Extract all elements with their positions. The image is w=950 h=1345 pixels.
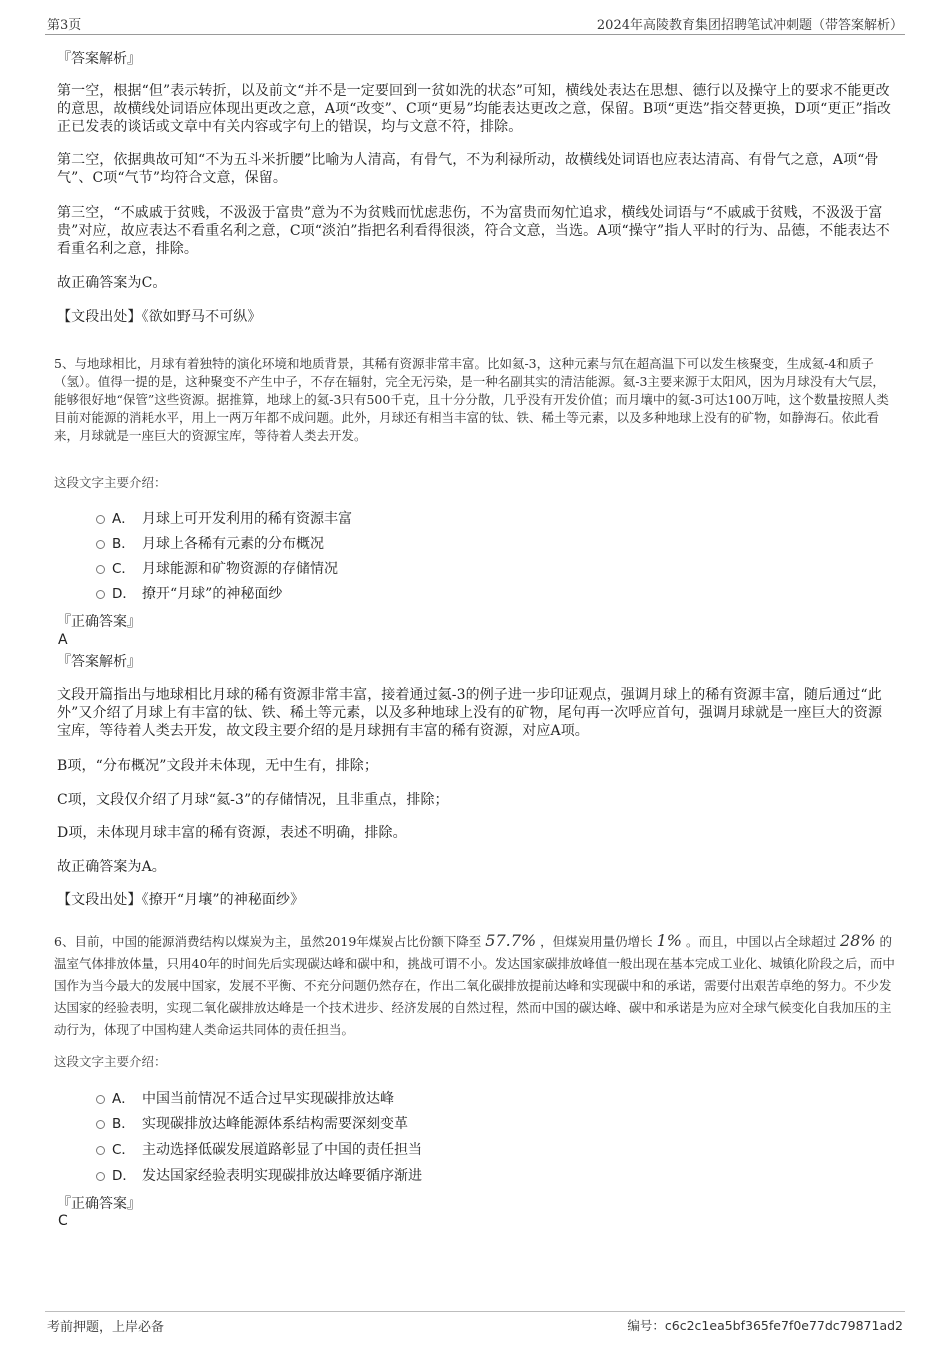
q5-intro: 这段文字主要介绍： bbox=[54, 475, 167, 490]
q5-answer-label: 『正确答案』 bbox=[57, 614, 141, 630]
radio-icon[interactable] bbox=[96, 565, 105, 574]
q4-analysis-para-2: 第二空，依据典故可知“不为五斗米折腰”比喻为人清高，有骨气，不为利禄所动，故横线处词语也应表达清高、有骨气之意，A项“骨气”、C项“气节”均符合文意，保留。 bbox=[57, 152, 879, 186]
q5-analysis-para-2: B项，“分布概况”文段并未体现，无中生有，排除； bbox=[57, 758, 379, 774]
q6-answer: C bbox=[58, 1213, 68, 1229]
q5-option-c[interactable]: C． 月球能源和矿物资源的存储情况 bbox=[96, 560, 338, 578]
q6-option-a[interactable]: A． 中国当前情况不适合过早实现碳排放达峰 bbox=[96, 1090, 394, 1108]
radio-icon[interactable] bbox=[96, 1120, 105, 1129]
q5-option-a[interactable]: A． 月球上可开发利用的稀有资源丰富 bbox=[96, 510, 352, 528]
radio-icon[interactable] bbox=[96, 1172, 105, 1181]
q4-analysis-para-3: 第三空，“不戚戚于贫贱，不汲汲于富贵”意为不为贫贱而忧虑悲伤，不为富贵而匆忙追求，横线处词语与“不戚戚于贫贱，不汲汲于富贵”对应，故应表达不看重名利之意，C项“淡泊”指把名利看得很淡，符合文意，当选。A项“操守”指人平时的行为、品德，不能表达不看重名利之意，排除。 bbox=[57, 205, 890, 257]
q6-option-d[interactable]: D． 发达国家经验表明实现碳排放达峰要循序渐进 bbox=[96, 1167, 422, 1185]
q5-analysis-label: 『答案解析』 bbox=[57, 654, 141, 670]
document-title: 2024年高陵教育集团招聘笔试冲刺题（带答案解析） bbox=[596, 18, 903, 33]
q6-option-b[interactable]: B． 实现碳排放达峰能源体系结构需要深刻变革 bbox=[96, 1115, 408, 1133]
q5-conclusion: 故正确答案为A。 bbox=[57, 859, 166, 875]
radio-icon[interactable] bbox=[96, 515, 105, 524]
radio-icon[interactable] bbox=[96, 1146, 105, 1155]
q5-answer: A bbox=[58, 632, 68, 648]
document-code: 编号：c6c2c1ea5bf365fe7f0e77dc79871ad2 bbox=[627, 1318, 903, 1333]
page-header bbox=[45, 14, 905, 35]
q5-source: 【文段出处】《撩开“月壤”的神秘面纱》 bbox=[57, 892, 305, 908]
radio-icon[interactable] bbox=[96, 540, 105, 549]
q4-source: 【文段出处】《欲如野马不可纵》 bbox=[57, 309, 262, 325]
q6-option-c[interactable]: C． 主动选择低碳发展道路彰显了中国的责任担当 bbox=[96, 1141, 422, 1159]
q5-analysis-para-4: D项，未体现月球丰富的稀有资源，表述不明确，排除。 bbox=[57, 825, 407, 841]
q5-analysis-para-1: 文段开篇指出与地球相比月球的稀有资源非常丰富，接着通过氦-3的例子进一步印证观点，强调月球上的稀有资源丰富，随后通过“此外”又介绍了月球上有丰富的钛、铁、稀土等元素，以及多种地球上没有的矿物，尾句再一次呼应首句，强调月球就是一座巨大的资源宝库，等待着人类去开发，故文段主要介绍的是月球拥有丰富的稀有资源，对应A项。 bbox=[57, 687, 883, 739]
q5-option-b[interactable]: B． 月球上各稀有元素的分布概况 bbox=[96, 535, 324, 553]
q6-math-percent-1: 57.7% bbox=[485, 931, 537, 950]
q5-stem: 5、与地球相比，月球有着独特的演化环境和地质背景，其稀有资源非常丰富。比如氦-3，这种元素与氘在超高温下可以发生核聚变，生成氦-4和质子（氢）。值得一提的是，这种聚变不产生中子，不存在辐射，完全无污染，是一种名副其实的清洁能源。氦-3主要来源于太阳风，因为月球没有大气层，能够很好地“保管”这些资源。据推算，地球上的氦-3只有500千克，且十分分散，几乎没有开发价值；而月壤中的氦-3可达100万吨，这个数量按照人类目前对能源的消耗水平，用上一两万年都不成问题。此外，月球还有相当丰富的钛、铁、稀土等元素，以及多种地球上没有的矿物，如静海石。依此看来，月球就是一座巨大的资源宝库，等待着人类去开发。 bbox=[54, 356, 889, 443]
radio-icon[interactable] bbox=[96, 590, 105, 599]
radio-icon[interactable] bbox=[96, 1095, 105, 1104]
page-number: 第3页 bbox=[47, 18, 82, 33]
q6-intro: 这段文字主要介绍： bbox=[54, 1054, 167, 1069]
footer-slogan: 考前押题，上岸必备 bbox=[47, 1320, 165, 1335]
q5-analysis-para-3: C项，文段仅介绍了月球“氦-3”的存储情况，且非重点，排除； bbox=[57, 792, 449, 808]
page-footer bbox=[45, 1311, 905, 1334]
q5-option-d[interactable]: D． 撩开“月球”的神秘面纱 bbox=[96, 585, 282, 603]
q4-conclusion: 故正确答案为C。 bbox=[57, 275, 167, 291]
q6-math-percent-2: 1% bbox=[656, 931, 682, 950]
q4-analysis-label: 『答案解析』 bbox=[57, 51, 141, 67]
q4-analysis-para-1: 第一空，根据“但”表示转折，以及前文“并不是一定要回到一贫如洗的状态”可知，横线处表达在思想、德行以及操守上的要求不能更改的意思，故横线处词语应体现出更改之意，A项“改变”、C项“更易”均能表达更改之意，保留。B项“更迭”指交替更换，D项“更正”指改正已发表的谈话或文章中有关内容或字句上的错误，均与文意不符，排除。 bbox=[57, 83, 891, 135]
q6-stem: 6、目前，中国的能源消费结构以煤炭为主，虽然2019年煤炭占比份额下降至 57.7% ，但煤炭用量仍增长 1% 。而且，中国以占全球超过 28% 的温室气体排放体量，只用40年的时间先后实现碳达峰和碳中和，挑战可谓不小。发达国家碳排放峰值一般出现在基本完成工业化、城镇化阶段之后，而中国作为当今最大的发展中国家，发展不平衡、不充分问题仍然存在，作出二氧化碳排放提前达峰和实现碳中和的承诺，需要付出艰苦卓绝的努力。不少发达国家的经验表明，实现二氧化碳排放达峰是一个技术进步、经济发展的自然过程，然而中国的碳达峰、碳中和承诺是为应对全球气候变化自我加压的主动行为，体现了中国构建人类命运共同体的责任担当。 bbox=[54, 931, 895, 1037]
q6-math-percent-3: 28% bbox=[839, 931, 876, 950]
q6-answer-label: 『正确答案』 bbox=[57, 1196, 141, 1212]
